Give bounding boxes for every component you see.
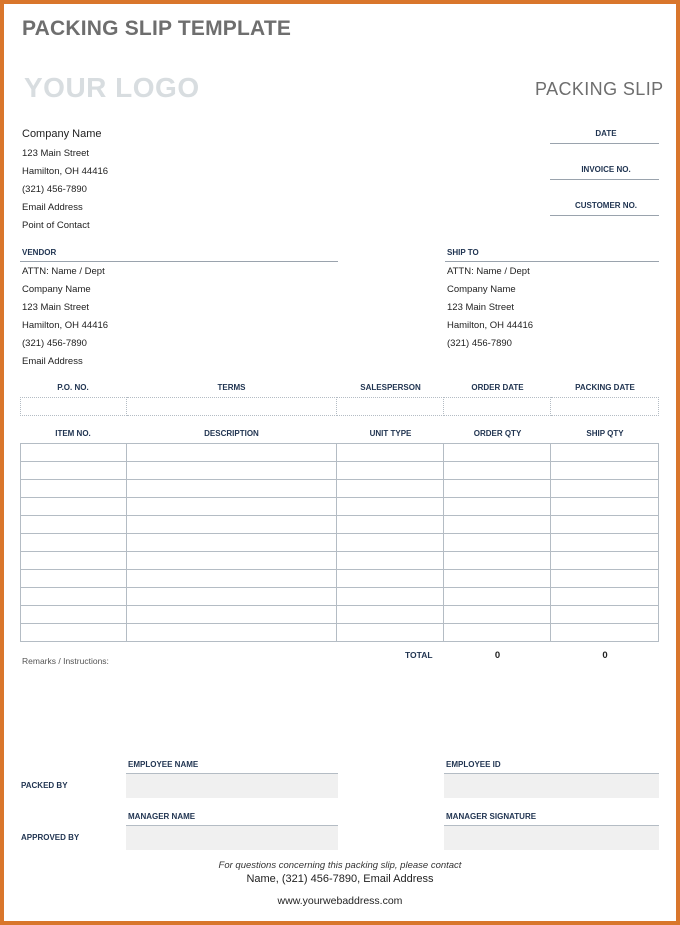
description-cell[interactable] xyxy=(126,570,337,588)
ship-to-company: Company Name xyxy=(447,284,516,295)
unit-type-cell[interactable] xyxy=(337,570,444,588)
unit-type-cell[interactable] xyxy=(337,534,444,552)
unit-type-cell[interactable] xyxy=(337,498,444,516)
ship-qty-cell[interactable] xyxy=(551,588,659,606)
order-qty-cell[interactable] xyxy=(444,498,551,516)
table-row xyxy=(21,570,659,588)
order-qty-cell[interactable] xyxy=(444,462,551,480)
unit-type-cell[interactable] xyxy=(337,624,444,642)
unit-type-cell[interactable] xyxy=(337,588,444,606)
total-label: TOTAL xyxy=(405,650,433,660)
ship-qty-cell[interactable] xyxy=(551,624,659,642)
item-no-cell[interactable] xyxy=(21,480,127,498)
invoice-label: INVOICE NO. xyxy=(581,165,631,174)
ship-qty-cell[interactable] xyxy=(551,534,659,552)
item-no-cell[interactable] xyxy=(21,552,127,570)
footer-contact-details: Name, (321) 456-7890, Email Address xyxy=(246,873,434,885)
item-no-cell[interactable] xyxy=(21,534,127,552)
approved-by-label: APPROVED BY xyxy=(21,833,80,842)
item-no-cell[interactable] xyxy=(21,462,127,480)
order-qty-cell[interactable] xyxy=(444,588,551,606)
order-info-row xyxy=(20,397,659,416)
invoice-field[interactable] xyxy=(550,179,659,180)
table-row xyxy=(21,462,659,480)
terms-header: TERMS xyxy=(217,383,246,392)
order-qty-cell[interactable] xyxy=(444,552,551,570)
remarks-label: Remarks / Instructions: xyxy=(22,656,109,666)
order-date-header: ORDER DATE xyxy=(471,383,524,392)
packing-date-cell[interactable] xyxy=(551,398,659,416)
order-qty-cell[interactable] xyxy=(444,624,551,642)
item-no-cell[interactable] xyxy=(21,516,127,534)
date-label: DATE xyxy=(595,129,617,138)
item-no-cell[interactable] xyxy=(21,570,127,588)
ship-to-phone: (321) 456-7890 xyxy=(447,338,512,349)
vendor-city: Hamilton, OH 44416 xyxy=(22,320,109,331)
table-row xyxy=(21,534,659,552)
date-field[interactable] xyxy=(550,143,659,144)
ship-qty-header: SHIP QTY xyxy=(586,429,624,438)
order-qty-cell[interactable] xyxy=(444,444,551,462)
description-cell[interactable] xyxy=(126,606,337,624)
ship-qty-cell[interactable] xyxy=(551,570,659,588)
unit-type-cell[interactable] xyxy=(337,462,444,480)
ship-to-label: SHIP TO xyxy=(447,248,479,257)
employee-id-field[interactable] xyxy=(444,773,659,798)
ship-to-attn: ATTN: Name / Dept xyxy=(447,266,530,277)
footer-contact-note: For questions concerning this packing slip, please contact xyxy=(218,860,462,871)
vendor-email: Email Address xyxy=(22,356,83,367)
ship-to-divider xyxy=(445,261,659,262)
customer-label: CUSTOMER NO. xyxy=(574,201,638,210)
unit-type-cell[interactable] xyxy=(337,480,444,498)
items-table xyxy=(20,443,659,642)
vendor-company: Company Name xyxy=(22,284,91,295)
description-cell[interactable] xyxy=(126,444,337,462)
item-no-cell[interactable] xyxy=(21,498,127,516)
total-ship-qty: 0 xyxy=(602,650,608,661)
ship-qty-cell[interactable] xyxy=(551,444,659,462)
vendor-street: 123 Main Street xyxy=(22,302,90,313)
description-cell[interactable] xyxy=(126,516,337,534)
manager-signature-label: MANAGER SIGNATURE xyxy=(446,812,537,821)
manager-name-label: MANAGER NAME xyxy=(128,812,196,821)
salesperson-header: SALESPERSON xyxy=(360,383,421,392)
table-row xyxy=(21,480,659,498)
po-number-cell[interactable] xyxy=(21,398,127,416)
table-row xyxy=(21,516,659,534)
customer-field[interactable] xyxy=(550,215,659,216)
order-qty-cell[interactable] xyxy=(444,516,551,534)
ship-qty-cell[interactable] xyxy=(551,498,659,516)
table-row xyxy=(21,606,659,624)
company-phone: (321) 456-7890 xyxy=(22,184,87,195)
ship-qty-cell[interactable] xyxy=(551,516,659,534)
packing-date-header: PACKING DATE xyxy=(575,383,635,392)
item-no-cell[interactable] xyxy=(21,606,127,624)
order-qty-header: ORDER QTY xyxy=(473,429,522,438)
unit-type-header: UNIT TYPE xyxy=(369,429,412,438)
order-qty-cell[interactable] xyxy=(444,480,551,498)
unit-type-cell[interactable] xyxy=(337,516,444,534)
company-street: 123 Main Street xyxy=(22,148,90,159)
packed-by-label: PACKED BY xyxy=(21,781,68,790)
po-number-header: P.O. NO. xyxy=(57,383,89,392)
table-row xyxy=(21,588,659,606)
vendor-divider xyxy=(20,261,338,262)
item-no-cell[interactable] xyxy=(21,588,127,606)
item-no-header: ITEM NO. xyxy=(55,429,91,438)
vendor-attn: ATTN: Name / Dept xyxy=(22,266,105,277)
ship-qty-cell[interactable] xyxy=(551,462,659,480)
order-qty-cell[interactable] xyxy=(444,606,551,624)
company-name: Company Name xyxy=(22,128,102,140)
table-row xyxy=(21,624,659,642)
order-date-cell[interactable] xyxy=(444,398,551,416)
salesperson-cell[interactable] xyxy=(337,398,444,416)
ship-qty-cell[interactable] xyxy=(551,606,659,624)
item-no-cell[interactable] xyxy=(21,444,127,462)
unit-type-cell[interactable] xyxy=(337,606,444,624)
document-title: PACKING SLIP xyxy=(535,79,664,99)
logo-placeholder: YOUR LOGO xyxy=(24,72,200,103)
employee-name-label: EMPLOYEE NAME xyxy=(128,760,199,769)
description-cell[interactable] xyxy=(126,462,337,480)
footer-website-link[interactable]: www.yourwebaddress.com xyxy=(277,895,403,907)
manager-name-field[interactable] xyxy=(126,825,338,850)
unit-type-cell[interactable] xyxy=(337,444,444,462)
vendor-phone: (321) 456-7890 xyxy=(22,338,87,349)
terms-cell[interactable] xyxy=(126,398,337,416)
ship-qty-cell[interactable] xyxy=(551,480,659,498)
company-city: Hamilton, OH 44416 xyxy=(22,166,109,177)
employee-id-label: EMPLOYEE ID xyxy=(446,760,501,769)
description-cell[interactable] xyxy=(126,552,337,570)
description-cell[interactable] xyxy=(126,498,337,516)
table-row xyxy=(21,444,659,462)
ship-to-street: 123 Main Street xyxy=(447,302,515,313)
total-order-qty: 0 xyxy=(494,650,501,661)
description-cell[interactable] xyxy=(126,480,337,498)
unit-type-cell[interactable] xyxy=(337,552,444,570)
company-email: Email Address xyxy=(22,202,83,213)
description-cell[interactable] xyxy=(126,534,337,552)
description-header: DESCRIPTION xyxy=(204,429,259,438)
table-row xyxy=(21,498,659,516)
order-qty-cell[interactable] xyxy=(444,534,551,552)
company-contact: Point of Contact xyxy=(22,220,90,231)
item-no-cell[interactable] xyxy=(21,624,127,642)
description-cell[interactable] xyxy=(126,624,337,642)
employee-name-field[interactable] xyxy=(126,773,338,798)
order-qty-cell[interactable] xyxy=(444,570,551,588)
description-cell[interactable] xyxy=(126,588,337,606)
ship-to-city: Hamilton, OH 44416 xyxy=(447,320,534,331)
vendor-label: VENDOR xyxy=(22,248,57,257)
manager-signature-field[interactable] xyxy=(444,825,659,850)
table-row xyxy=(21,552,659,570)
page-title: PACKING SLIP TEMPLATE xyxy=(22,17,292,40)
ship-qty-cell[interactable] xyxy=(551,552,659,570)
